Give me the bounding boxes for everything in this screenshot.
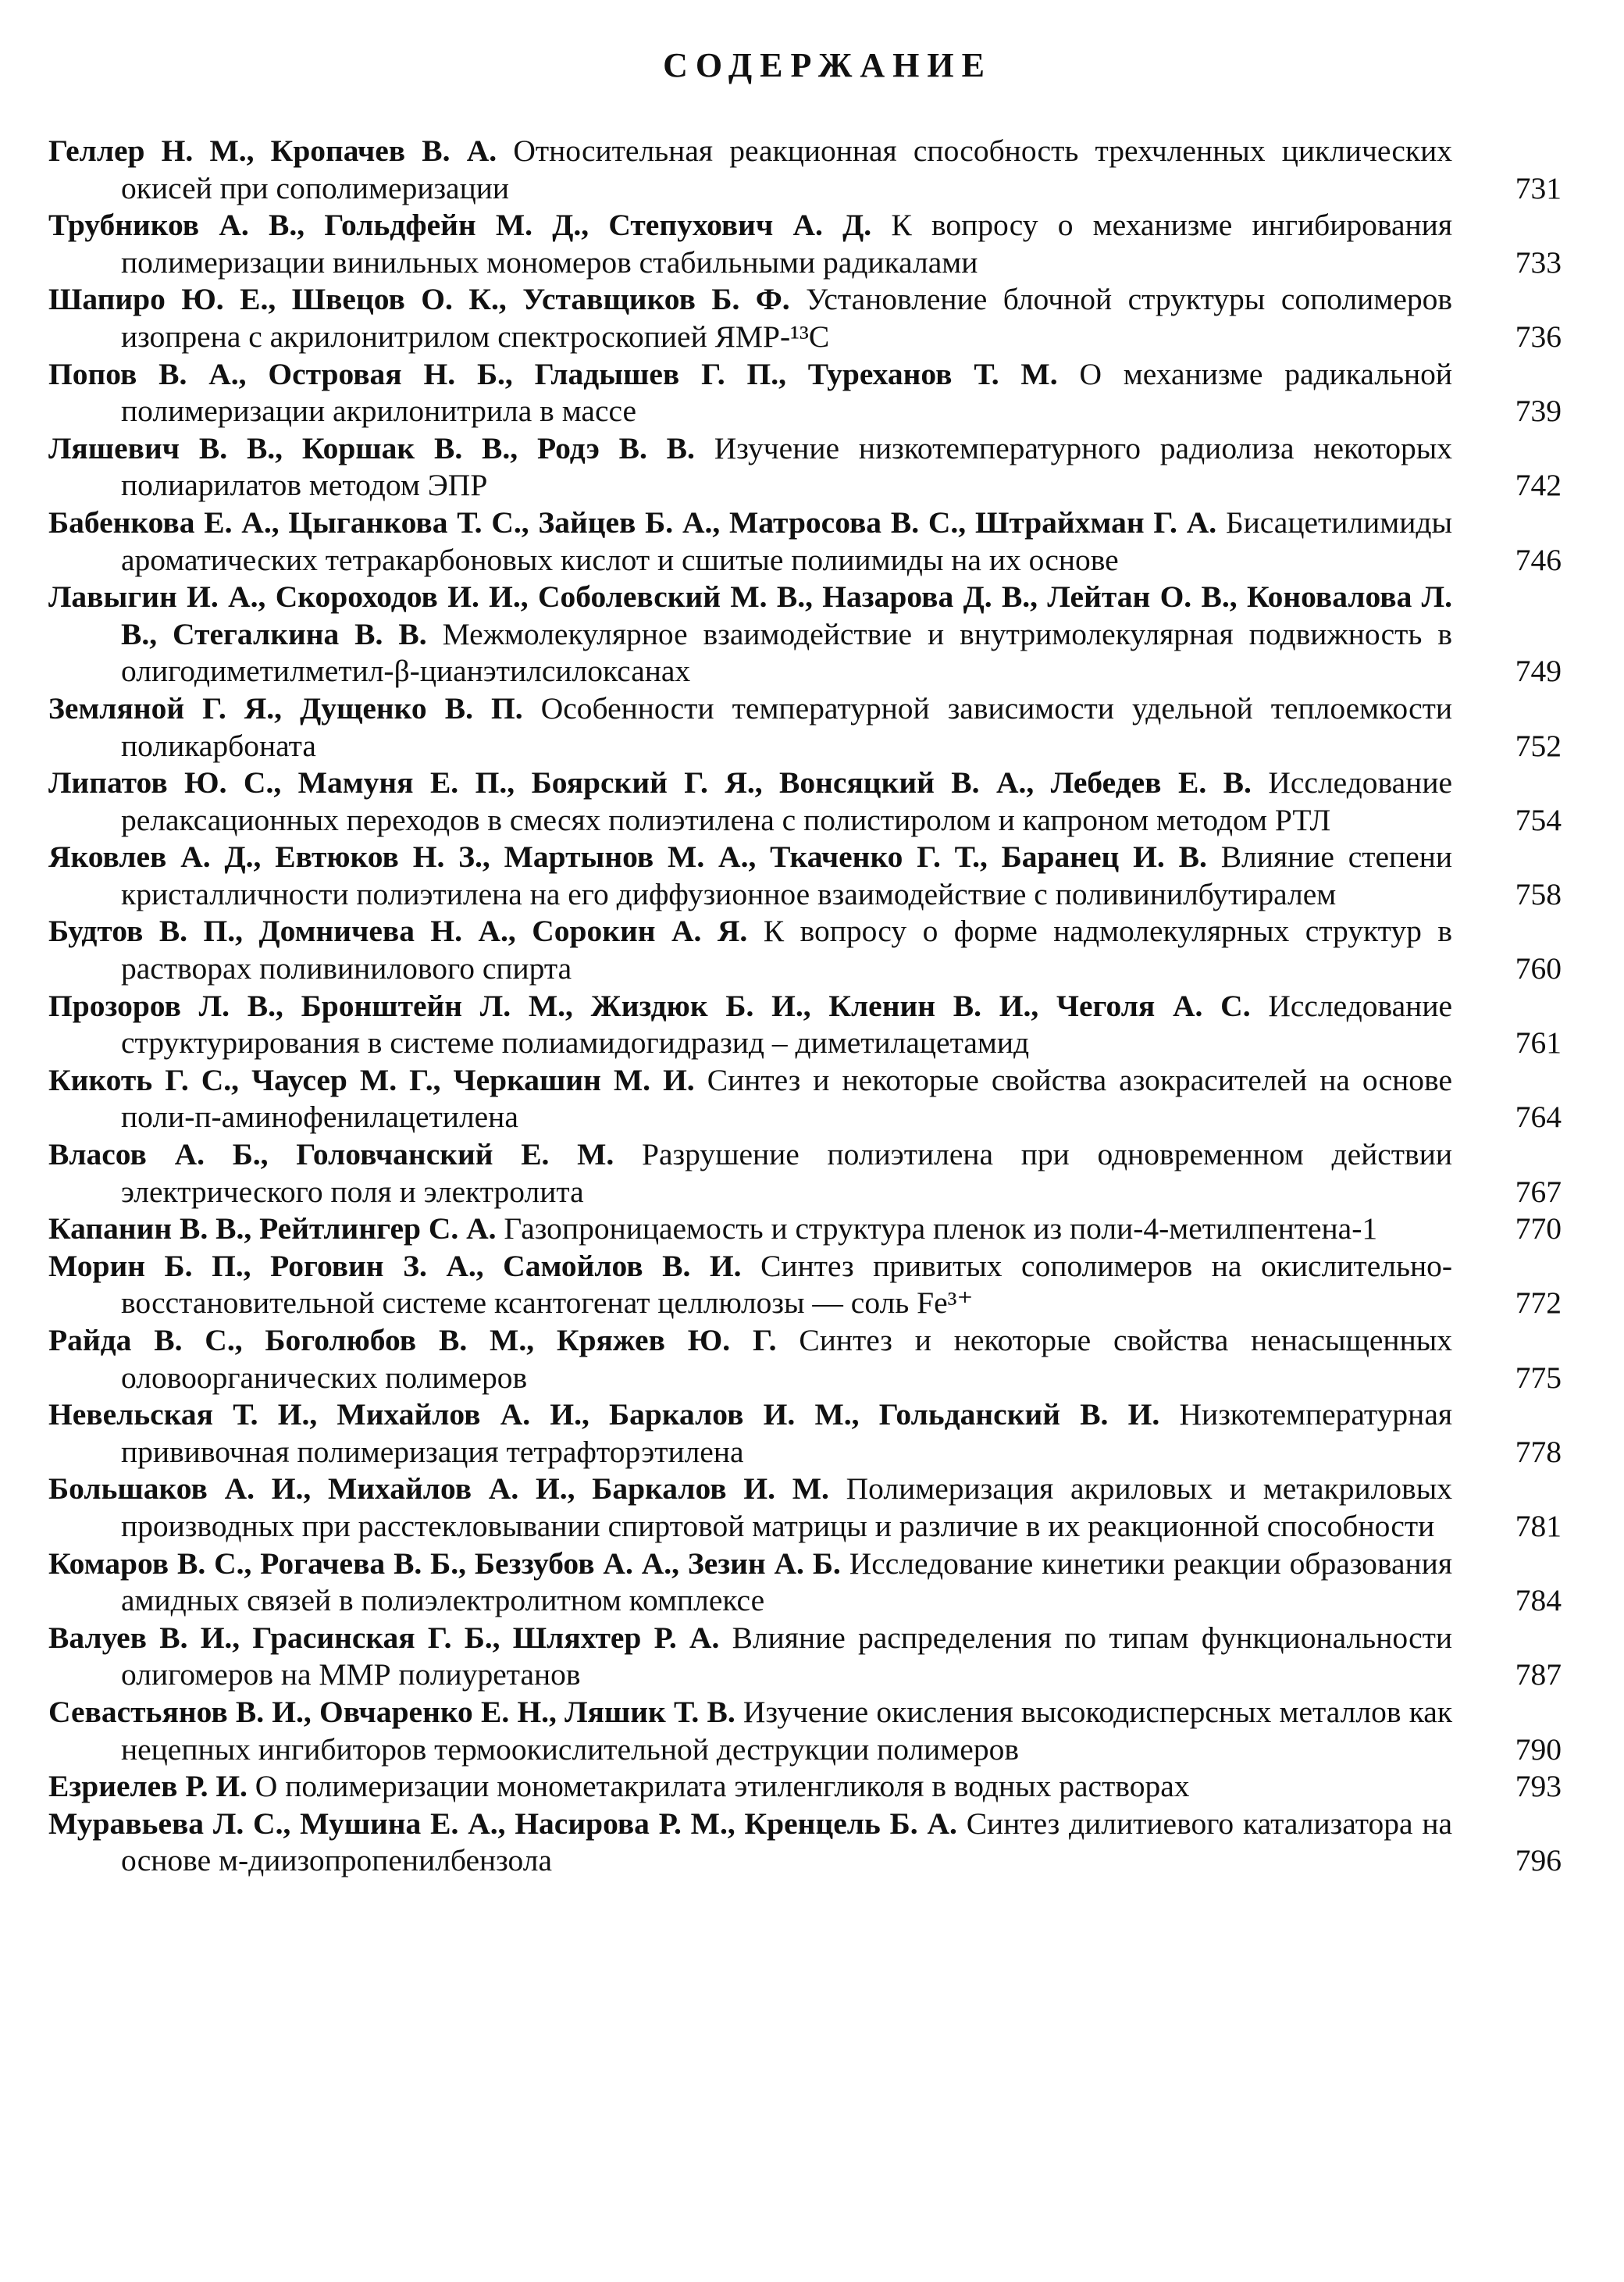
toc-entry-title: О механизме радикальной полимеризации акрилонитрила в массе xyxy=(121,356,1453,429)
toc-entry-title: Исследование релаксационных переходов в смесях полиэтилена с полистиролом и капроном методом РТЛ xyxy=(121,765,1452,837)
toc-entry xyxy=(0,430,1624,505)
toc-entry-page: 742 xyxy=(1515,468,1562,503)
toc-entry-authors: Капанин В. В., Рейтлингер С. А. xyxy=(48,1211,497,1246)
toc-entry xyxy=(0,1396,1624,1471)
toc-entry xyxy=(0,690,1624,765)
toc-entry xyxy=(0,356,1624,430)
toc-entry-page: 764 xyxy=(1515,1100,1562,1135)
toc-entry-authors: Земляной Г. Я., Дущенко В. П. xyxy=(48,690,523,726)
toc-entry xyxy=(0,1620,1624,1694)
toc-entry-page: 787 xyxy=(1515,1657,1562,1692)
toc-entry-title: Разрушение полиэтилена при одновременном действии электрического поля и электролита xyxy=(121,1137,1452,1209)
toc-entry-authors: Власов А. Б., Головчанский Е. М. xyxy=(48,1137,614,1172)
toc-entry-authors: Езриелев Р. И. xyxy=(48,1769,248,1804)
toc-entry-page: 796 xyxy=(1515,1843,1562,1878)
toc-entry-title: Синтез дилитиевого катализатора на основе м-диизопропенилбензола xyxy=(121,1806,1452,1878)
toc-entry xyxy=(0,133,1624,207)
toc-entry-title: Влияние распределения по типам функциональности олигомеров на ММР полиуретанов xyxy=(121,1620,1452,1692)
toc-entry xyxy=(0,1694,1624,1768)
toc-entry-page: 731 xyxy=(1515,170,1562,205)
toc-entry-title: Исследование структурирования в системе полиамидогидразид – диметилацетамид xyxy=(121,988,1452,1061)
toc-entry-authors: Комаров В. С., Рогачева В. Б., Беззубов А. А., Зезин А. Б. xyxy=(48,1546,841,1581)
toc-entry-title: К вопросу о механизме ингибирования полимеризации винильных мономеров стабильными радикалами xyxy=(121,208,1452,280)
toc-entry-title: Влияние степени кристалличности полиэтилена на его диффузионное взаимодействие с поливинилбутиралем xyxy=(121,840,1453,911)
toc-entry-title: Газопроницаемость и структура пленок из поли-4-метилпентена-1 xyxy=(504,1211,1378,1246)
toc-entry xyxy=(0,579,1624,690)
toc-entry-authors: Бабенкова Е. А., Цыганкова Т. С., Зайцев Б. А., Матросова В. С., Штрайхман Г. А. xyxy=(48,505,1217,540)
toc-entry xyxy=(0,1248,1624,1322)
toc-entry-page: 746 xyxy=(1515,542,1562,577)
toc-entry-authors: Большаков А. И., Михайлов А. И., Баркалов И. М. xyxy=(48,1471,829,1506)
toc-entry-authors: Морин Б. П., Роговин З. А., Самойлов В. И. xyxy=(48,1248,742,1283)
toc-entry-title: Изучение окисления высокодисперсных металлов как нецепных ингибиторов термоокислительной деструкции полимеров xyxy=(121,1694,1453,1767)
toc-entry-page: 775 xyxy=(1515,1360,1562,1395)
toc-entry-title: Синтез и некоторые свойства ненасыщенных оловоорганических полимеров xyxy=(121,1323,1452,1395)
toc-entry-title: К вопросу о форме надмолекулярных структур в растворах поливинилового спирта xyxy=(121,914,1453,986)
page-title: СОДЕРЖАНИЕ xyxy=(663,46,992,84)
toc-entry xyxy=(0,1322,1624,1396)
toc-entry-authors: Муравьева Л. С., Мушина Е. А., Насирова Р. М., Кренцель Б. А. xyxy=(48,1806,957,1841)
toc-entry-page: 736 xyxy=(1515,319,1562,354)
toc-entry xyxy=(0,1471,1624,1545)
toc-entry-page: 760 xyxy=(1515,951,1562,986)
toc-entry-authors: Попов В. А., Островая Н. Б., Гладышев Г. П., Туреханов Т. М. xyxy=(48,356,1058,391)
toc-entry-title: Особенности температурной зависимости удельной теплоемкости поликарбоната xyxy=(121,690,1452,763)
toc-entry-title: Низкотемпературная прививочная полимеризация тетрафторэтилена xyxy=(121,1397,1453,1469)
toc-entry-title: Установление блочной структуры сополимеров изопрена с акрилонитрилом спектроскопией ЯМР-¹³С xyxy=(121,282,1453,354)
toc-entry xyxy=(0,913,1624,987)
toc-entry-title: Межмолекулярное взаимодействие и внутримолекулярная подвижность в олигодиметилметил-β-цианэтилсилоксанах xyxy=(121,616,1453,689)
toc-entry xyxy=(0,1062,1624,1136)
toc-entry-title: Относительная реакционная способность трехчленных циклических окисей при сополимеризации xyxy=(121,134,1453,205)
toc-entry-authors: Севастьянов В. И., Овчаренко Е. Н., Ляшик Т. В. xyxy=(48,1694,735,1729)
toc-entry xyxy=(0,988,1624,1062)
toc-entry-page: 754 xyxy=(1515,802,1562,837)
toc-entry-title: Синтез привитых сополимеров на окислительно-восстановительной системе ксантогенат целлюлозы — соль Fe³⁺ xyxy=(121,1248,1452,1321)
toc-entry-title: Исследование кинетики реакции образования амидных связей в полиэлектролитном комплексе xyxy=(121,1546,1452,1618)
toc-entry-authors: Липатов Ю. С., Мамуня Е. П., Боярский Г. Я., Вонсяцкий В. А., Лебедев Е. В. xyxy=(48,765,1252,800)
toc-entry-authors: Лавыгин И. А., Скороходов И. И., Соболевский М. В., Назарова Д. В., Лейтан О. В., Коновалова Л. В., Стегалкина В. В. xyxy=(48,579,1452,651)
toc-entry-page: 752 xyxy=(1515,728,1562,763)
toc-entry-title: Полимеризация акриловых и метакриловых производных при расстекловывании спиртовой матрицы и различие в их реакционной способности xyxy=(121,1471,1452,1543)
toc-entry-authors: Райда В. С., Боголюбов В. М., Кряжев Ю. Г. xyxy=(48,1323,777,1357)
toc-entry xyxy=(0,1136,1624,1211)
toc-entry xyxy=(0,1211,1624,1248)
toc-entry xyxy=(0,505,1624,579)
toc-entry xyxy=(0,1546,1624,1620)
toc-entry-title: О полимеризации монометакрилата этиленгликоля в водных растворах xyxy=(255,1769,1190,1804)
toc-entry-authors: Валуев В. И., Грасинская Г. Б., Шляхтер Р. А. xyxy=(48,1620,720,1655)
toc-entry-authors: Геллер Н. М., Кропачев В. А. xyxy=(48,134,497,168)
toc-entry-page: 770 xyxy=(1515,1211,1562,1246)
toc-entry-authors: Яковлев А. Д., Евтюков Н. З., Мартынов М. А., Ткаченко Г. Т., Баранец И. В. xyxy=(48,840,1207,875)
toc-entry-authors: Будтов В. П., Домничева Н. А., Сорокин А. Я. xyxy=(48,914,748,949)
toc-entry-authors: Невельская Т. И., Михайлов А. И., Баркалов И. М., Гольданский В. И. xyxy=(48,1397,1160,1432)
toc-entry-page: 793 xyxy=(1515,1769,1562,1804)
toc-entry-page: 749 xyxy=(1515,654,1562,689)
toc-entry-page: 778 xyxy=(1515,1434,1562,1469)
toc-entry xyxy=(0,281,1624,355)
toc-entry-title: Изучение низкотемпературного радиолиза некоторых полиарилатов методом ЭПР xyxy=(121,430,1452,503)
toc-entry-page: 784 xyxy=(1515,1583,1562,1618)
toc-entry-page: 772 xyxy=(1515,1285,1562,1321)
toc-entry-authors: Трубников А. В., Гольдфейн М. Д., Степухович А. Д. xyxy=(48,208,872,243)
toc-entry-authors: Ляшевич В. В., Коршак В. В., Родэ В. В. xyxy=(48,430,695,465)
toc-entry-page: 781 xyxy=(1515,1508,1562,1543)
toc-entry xyxy=(0,207,1624,281)
toc-entry-page: 733 xyxy=(1515,244,1562,280)
toc-entry-title: Бисацетилимиды ароматических тетракарбоновых кислот и сшитые полиимиды на их основе xyxy=(121,505,1453,577)
toc-entry xyxy=(0,1806,1624,1880)
toc-entry xyxy=(0,765,1624,839)
toc-entry-page: 767 xyxy=(1515,1174,1562,1209)
toc-entry xyxy=(0,1768,1624,1806)
toc-entry-page: 790 xyxy=(1515,1731,1562,1767)
toc-entry-title: Синтез и некоторые свойства азокрасителей на основе поли-п-аминофенилацетилена xyxy=(121,1062,1453,1135)
toc-list xyxy=(0,133,1624,1880)
toc-entry-authors: Прозоров Л. В., Бронштейн Л. М., Жиздюк Б. И., Кленин В. И., Чеголя А. С. xyxy=(48,988,1251,1023)
toc-entry-page: 761 xyxy=(1515,1025,1562,1061)
toc-entry-page: 758 xyxy=(1515,876,1562,911)
toc-entry-authors: Шапиро Ю. Е., Швецов О. К., Уставщиков Б. Ф. xyxy=(48,282,790,317)
toc-entry-authors: Кикоть Г. С., Чаусер М. Г., Черкашин М. И. xyxy=(48,1062,695,1097)
toc-entry xyxy=(0,839,1624,913)
toc-entry-page: 739 xyxy=(1515,394,1562,429)
